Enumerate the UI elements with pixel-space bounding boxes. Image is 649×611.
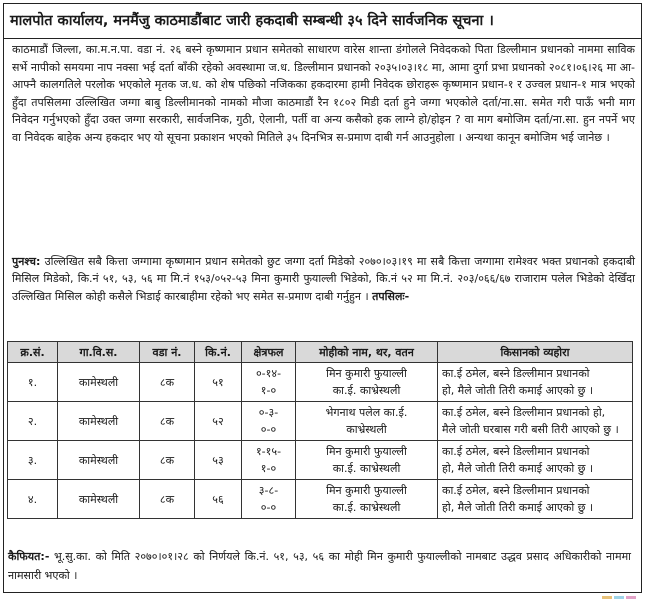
cell-farmer — [438, 441, 633, 480]
farmer-line-2: हो, मैले जोती तिरी कमाई आएको छु । — [442, 501, 594, 514]
tenant-name: भेगनाथ पलेल का.ई. — [325, 406, 408, 419]
table-row — [8, 402, 633, 441]
postscript-lead: पुनश्च: — [12, 255, 41, 268]
cell-farmer — [438, 402, 633, 441]
cell-area — [242, 480, 296, 519]
header-kitta: कि.नं. — [195, 342, 242, 363]
table-header-row — [8, 342, 633, 363]
area-line-2: १-० — [260, 462, 277, 475]
area-line-1: ०-१४- — [255, 367, 282, 380]
cell-kitta: ५६ — [195, 480, 242, 519]
tenant-name: मिन कुमारी फुयाल्ली — [326, 445, 407, 458]
title-divider — [4, 38, 641, 39]
table-row — [8, 363, 633, 402]
farmer-line-2: हो, मैले जोती तिरी कमाई आएको छु । — [442, 384, 594, 397]
remarks — [8, 547, 631, 585]
cell-kitta: ५३ — [195, 441, 242, 480]
farmer-line-1: का.ई ठमेल, बस्ने डिल्लीमान प्रधानको — [442, 367, 590, 380]
notice-paragraph-postscript — [12, 253, 635, 305]
postscript-text: उल्लिखित सबै कित्ता जग्गामा कृष्णमान प्रधान समेतको छुट जग्गा दर्ता मिडेको २०७०।०३।१९ मा सबै कित्ता जग्गामा रामेश्वर भक्त प्रधानको हकदाबी मिसिल मिडेको, कि.नं ५१, ५३, ५६ मा मि.नं १५३/०५२-५३ मिना कुमारी फुयाल्ली भिडेको, कि.नं ५२ मा मि.नं. २०३/०६६/६७ राजाराम पलेल भिडेको देखिँदा उल्लिखित मिसिल कोही कसैले भिडाई कारबाहीमा रहेको भए समेत स-प्रमाण दाबी गर्नुहुन । — [12, 255, 635, 303]
header-area: क्षेत्रफल — [242, 342, 296, 363]
cell-tenant — [296, 363, 438, 402]
cell-ward: ८क — [140, 402, 195, 441]
cell-area — [242, 441, 296, 480]
area-line-2: ०-० — [260, 423, 277, 436]
farmer-line-1: का.ई ठमेल, बस्ने डिल्लीमान प्रधानको — [442, 445, 590, 458]
farmer-line-2: हो, मैले जोती तिरी कमाई आएको छु । — [442, 462, 594, 475]
header-vdc: गा.वि.स. — [58, 342, 140, 363]
cell-ward: ८क — [140, 441, 195, 480]
cell-serial: ३. — [8, 441, 58, 480]
tenant-address: का.ई. काभ्रेस्थली — [332, 501, 401, 514]
schedule-lead: तपसिलः- — [372, 289, 410, 303]
table-row — [8, 480, 633, 519]
land-schedule-table — [7, 341, 633, 519]
area-line-2: १-० — [260, 384, 277, 397]
farmer-line-1: का.ई ठमेल, बस्ने डिल्लीमान प्रधानको हो, — [442, 406, 606, 419]
cell-ward: ८क — [140, 363, 195, 402]
cell-vdc: कामेस्थली — [58, 441, 140, 480]
header-serial: क्र.सं. — [8, 342, 58, 363]
cell-ward: ८क — [140, 480, 195, 519]
area-line-1: ३-८- — [258, 484, 279, 497]
header-farmer: किसानको व्यहोरा — [438, 342, 633, 363]
area-line-1: ०-३- — [258, 406, 279, 419]
cell-vdc: कामेस्थली — [58, 363, 140, 402]
cell-serial: १. — [8, 363, 58, 402]
cell-vdc: कामेस्थली — [58, 480, 140, 519]
tenant-name: मिन कुमारी फुयाल्ली — [326, 367, 407, 380]
tenant-address: का.ई. काभ्रेस्थली — [332, 462, 401, 475]
cell-serial: ४. — [8, 480, 58, 519]
farmer-line-2: मैले जोती घरबास गरी बसी तिरी आएको छु । — [442, 423, 619, 436]
cell-tenant — [296, 402, 438, 441]
remarks-text: भू.सु.का. को मिति २०७०।०१।२८ को निर्णयले कि.नं. ५१, ५३, ५६ का मोही मिन कुमारी फुयाल्लीको नामबाट उद्धव प्रसाद अधिकारीको नाममा नामसारी भएको । — [8, 550, 632, 582]
header-tenant: मोहीको नाम, थर, वतन — [296, 342, 438, 363]
notice-title: मालपोत कार्यालय, मनमैंजु काठमाडौंबाट जारी हकदाबी सम्बन्धी ३५ दिने सार्वजनिक सूचना । — [10, 13, 494, 29]
tenant-name: मिन कुमारी फुयाल्ली — [326, 484, 407, 497]
notice-paragraph-main: काठमाडौं जिल्ला, का.म.न.पा. वडा नं. २६ बस्ने कृष्णमान प्रधान समेतको साधारण वारेस शान्ता डंगोलले निवेदकको पिता डिल्लीमान प्रधानको नाममा साविक सर्भे नापीको समयमा नाप नक्सा भई दर्ता बाँकी रहेको अवस्थामा ज.ध. डिल्लीमान प्रधानको २०३५।०३।१८ मा, आमा दुर्गा प्रभा प्रधानको २०८१।०६।२६ मा आ-आफ्नै कालगतिले परलोक भएकोले मृतक ज.ध. को शेष पछिको नजिकका हकदारमा हामी निवेदक छोराहरू कृष्णमान प्रधान-१ र उज्वल प्रधान-१ मात्र भएको हुँदा तपसिलमा उल्लिखित जग्गा बाबु डिल्लीमानको नामको मौजा काठमाडौं रैन १८०२ मिडी दर्ता हुने जग्गा भएकोले दर्ता/ना.सा. समेत गरी पाऊँ भनी माग निवेदन गर्नुभएको हुँदा उक्त जग्गा सरकारी, सार्वजनिक, गुठी, ऐलानी, पर्ती वा अन्य कसैको हक लाग्ने हो/होइन ? वा माग बमोजिम दर्ता/ना.सा. हुन नपर्ने भए वा निवेदक बाहेक अन्य हकदार भए यो सूचना प्रकाशन भएको मितिले ३५ दिनभित्र स-प्रमाण दाबी गर्न आउनुहोला । अन्यथा कानून बमोजिम भई जानेछ । — [12, 43, 635, 144]
header-ward: वडा नं. — [140, 342, 195, 363]
area-line-1: १-१५- — [255, 445, 282, 458]
cell-vdc: कामेस्थली — [58, 402, 140, 441]
cell-kitta: ५२ — [195, 402, 242, 441]
color-bar — [602, 596, 612, 599]
cell-serial: २. — [8, 402, 58, 441]
tenant-address: का.ई. काभ्रेस्थली — [332, 384, 401, 397]
cell-area — [242, 402, 296, 441]
cell-farmer — [438, 363, 633, 402]
color-bar — [614, 596, 624, 599]
color-bar — [626, 596, 636, 599]
farmer-line-1: का.ई ठमेल, बस्ने डिल्लीमान प्रधानको — [442, 484, 590, 497]
cell-area — [242, 363, 296, 402]
cell-farmer — [438, 480, 633, 519]
area-line-2: ०-० — [260, 501, 277, 514]
tenant-address: काभ्रेस्थली — [346, 423, 387, 436]
cell-kitta: ५१ — [195, 363, 242, 402]
cell-tenant — [296, 441, 438, 480]
table-row — [8, 441, 633, 480]
remarks-lead: कैफियत:- — [8, 550, 50, 563]
cell-tenant — [296, 480, 438, 519]
